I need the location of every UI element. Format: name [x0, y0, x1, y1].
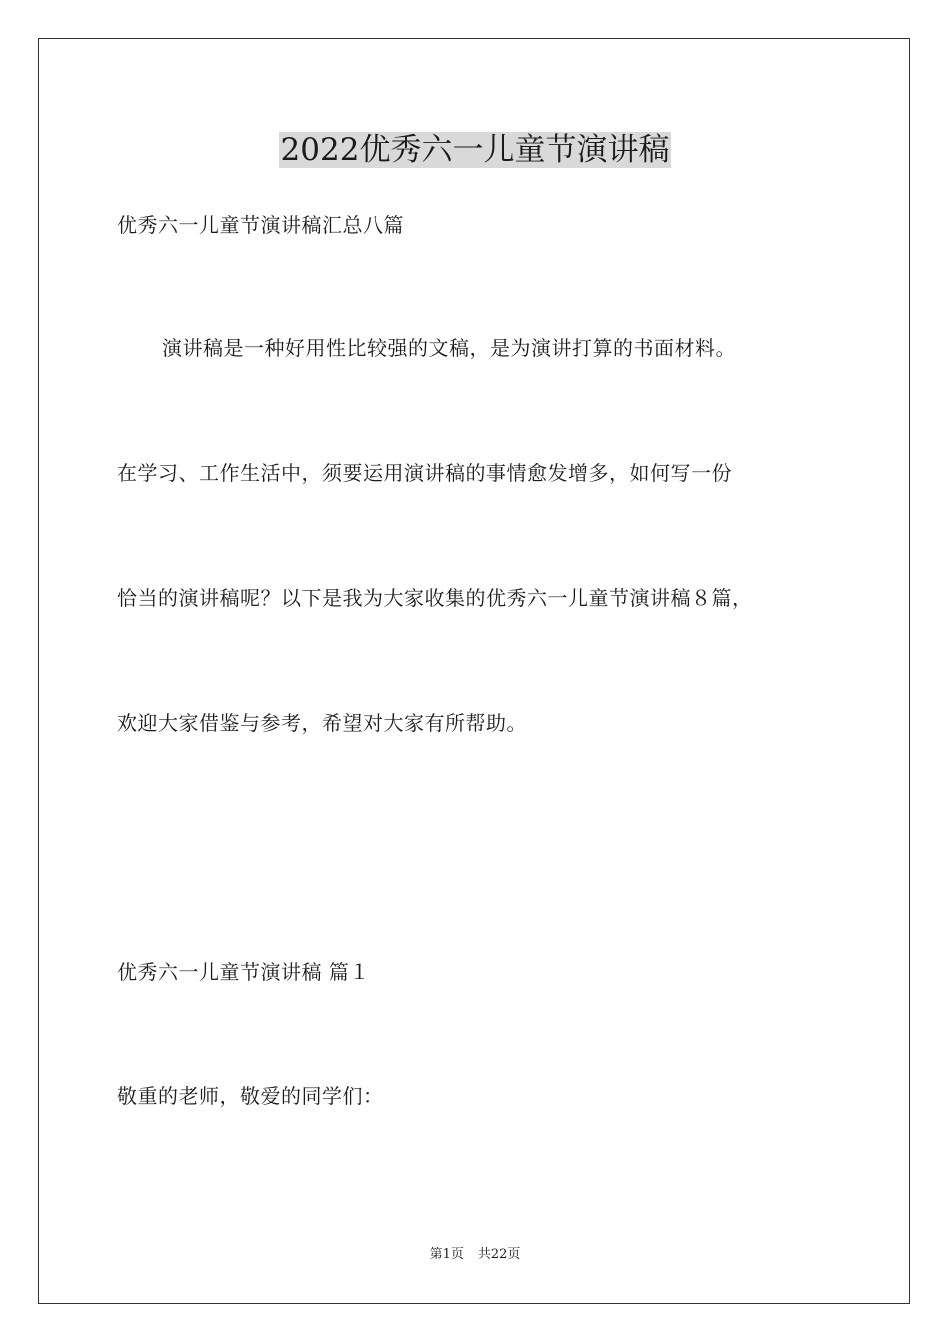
document-title	[0, 128, 950, 172]
paragraph-line-4: 欢迎大家借鉴与参考，希望对大家有所帮助。	[117, 711, 527, 735]
greeting-line: 敬重的老师，敬爱的同学们：	[117, 1084, 384, 1108]
paragraph-line-2: 在学习、工作生活中，须要运用演讲稿的事情愈发增多，如何写一份	[117, 461, 732, 485]
document-subtitle: 优秀六一儿童节演讲稿汇总八篇	[117, 213, 404, 237]
total-pages-label: 共22页	[477, 1247, 521, 1262]
current-page-label: 第1页	[429, 1247, 464, 1262]
paragraph-line-3: 恰当的演讲稿呢？以下是我为大家收集的优秀六一儿童节演讲稿８篇，	[117, 586, 753, 610]
paragraph-line-1: 演讲稿是一种好用性比较强的文稿，是为演讲打算的书面材料。	[162, 336, 736, 360]
document-title-text: 2022优秀六一儿童节演讲稿	[280, 132, 670, 168]
section-heading: 优秀六一儿童节演讲稿 篇１	[117, 960, 370, 984]
page-footer	[0, 1245, 950, 1265]
